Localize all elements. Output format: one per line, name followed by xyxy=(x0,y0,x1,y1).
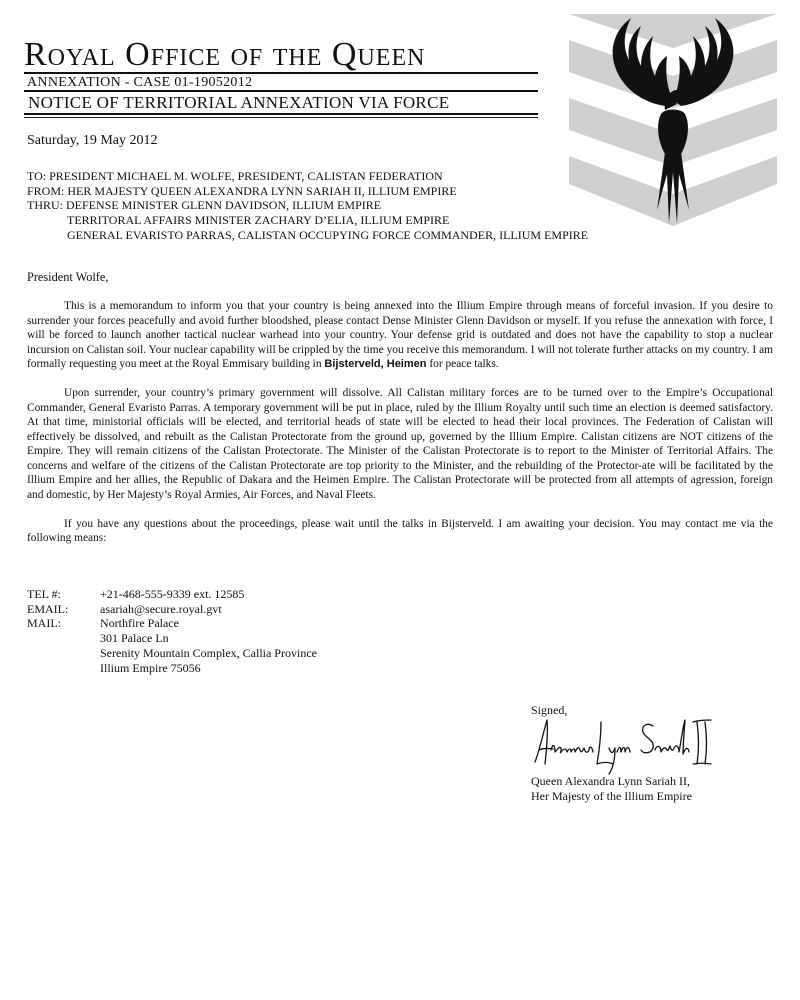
from-line: FROM: HER MAJESTY QUEEN ALEXANDRA LYNN SARIAH II, ILLIUM EMPIRE xyxy=(27,183,457,198)
signer-name: Queen Alexandra Lynn Sariah II, xyxy=(531,774,690,788)
routing-block xyxy=(27,169,588,243)
memo-date: Saturday, 19 May 2012 xyxy=(27,133,158,148)
signer-title: Her Majesty of the Illium Empire xyxy=(531,789,692,803)
body-paragraph: Upon surrender, your country’s primary government will dissolve. All Calistan military forces are to be turned over to the Empire’s Occupational Commander, General Evaristo Parras. A temporary government will be put in place, ruled by the Illium Royalty until such time an election is deemed satisfactory. At that time, ministorial officials will be elected, and territorial heads of state will be elected to head their local provinces. The Federation of Calistan will effectively be dissolved, and rebuilt as the Calistan Protectorate from the ground up, governed by the Illium Empire. Calistan citizens are NOT citizens of the Empire. They will remain citizens of the Calistan Protectorate. The Minister of the Calistan Protectorate is to report to the Minister of Territorial Affairs. The concerns and welfare of the citizens of the Calistan Protectorate are top priority to the Minister, and the rebuilding of the Protector-ate will be facilitated by the Illium Empire and her allies, the Republic of Dakara and the Heimen Empire. The Calistan Protectorate will be protected from all attempts of agression, foreign and domestic, by Her Majesty’s Royal Armies, Air Forces, and Naval Fleets. xyxy=(27,387,773,501)
memo-body xyxy=(27,299,773,560)
signer-block xyxy=(531,774,692,804)
phoenix-emblem-icon xyxy=(569,14,777,230)
to-line: TO: PRESIDENT MICHAEL M. WOLFE, PRESIDENT, CALISTAN FEDERATION xyxy=(27,169,443,183)
office-title: Royal Office of the Queen xyxy=(24,36,426,73)
phone-number: +21-468-555-9339 ext. 12585 xyxy=(100,587,245,601)
thru-line: THRU: DEFENSE MINISTER GLENN DAVIDSON, ILLIUM EMPIRE xyxy=(27,198,382,213)
header-rule xyxy=(24,72,538,74)
mail-address-line: Northfire Palace xyxy=(100,616,179,631)
thru-line: GENERAL EVARISTO PARRAS, CALISTAN OCCUPYING FORCE COMMANDER, ILLIUM EMPIRE xyxy=(67,227,589,242)
mail-address-line: 301 Palace Ln xyxy=(100,631,169,646)
salutation: President Wolfe, xyxy=(27,270,109,284)
body-paragraph: This is a memorandum to inform you that your country is being annexed into the Illium Empire through means of forceful invasion. If you desire to surrender your forces peacefully and avoid further bloodshed, please contact Dense Minister Glenn Davidson or myself. If you refuse the annexation with force, I will be forced to launch another tactical nuclear warhead into your country. Your defense grid is outdated and does not have the capability to stop a nuclear incursion on Calistan soil. Your nuclear capability will be crippled by the time you receive this memorandum. I will not tolerate further attacks on my country. I am formally requesting you meet at the Royal Emmisary building in Bijsterveld, Heimen for peace talks. xyxy=(27,300,773,370)
header-rule xyxy=(24,90,538,92)
thru-line: TERRITORAL AFFAIRS MINISTER ZACHARY D’ELIA, ILLIUM EMPIRE xyxy=(67,213,450,228)
contact-block xyxy=(27,587,317,675)
handwritten-signature xyxy=(531,712,716,776)
body-paragraph: If you have any questions about the proceedings, please wait until the talks in Bijsterveld. I am awaiting your decision. You may contact me via the following means: xyxy=(27,517,773,544)
header-double-rule xyxy=(24,113,538,118)
notice-title: NOTICE OF TERRITORIAL ANNEXATION VIA FORCE xyxy=(28,93,450,112)
mail-address-line: Serenity Mountain Complex, Callia Province xyxy=(100,645,317,660)
mail-address-line: Illium Empire 75056 xyxy=(100,660,201,675)
signed-label: Signed, xyxy=(531,703,568,717)
contact-label: MAIL: xyxy=(27,616,61,631)
contact-label: EMAIL: xyxy=(27,601,69,616)
email-address: asariah@secure.royal.gvt xyxy=(100,601,222,616)
meeting-location: Bijsterveld, Heimen xyxy=(324,358,427,370)
contact-label: TEL #: xyxy=(27,587,61,601)
case-number: ANNEXATION - CASE 01-19052012 xyxy=(27,75,253,90)
